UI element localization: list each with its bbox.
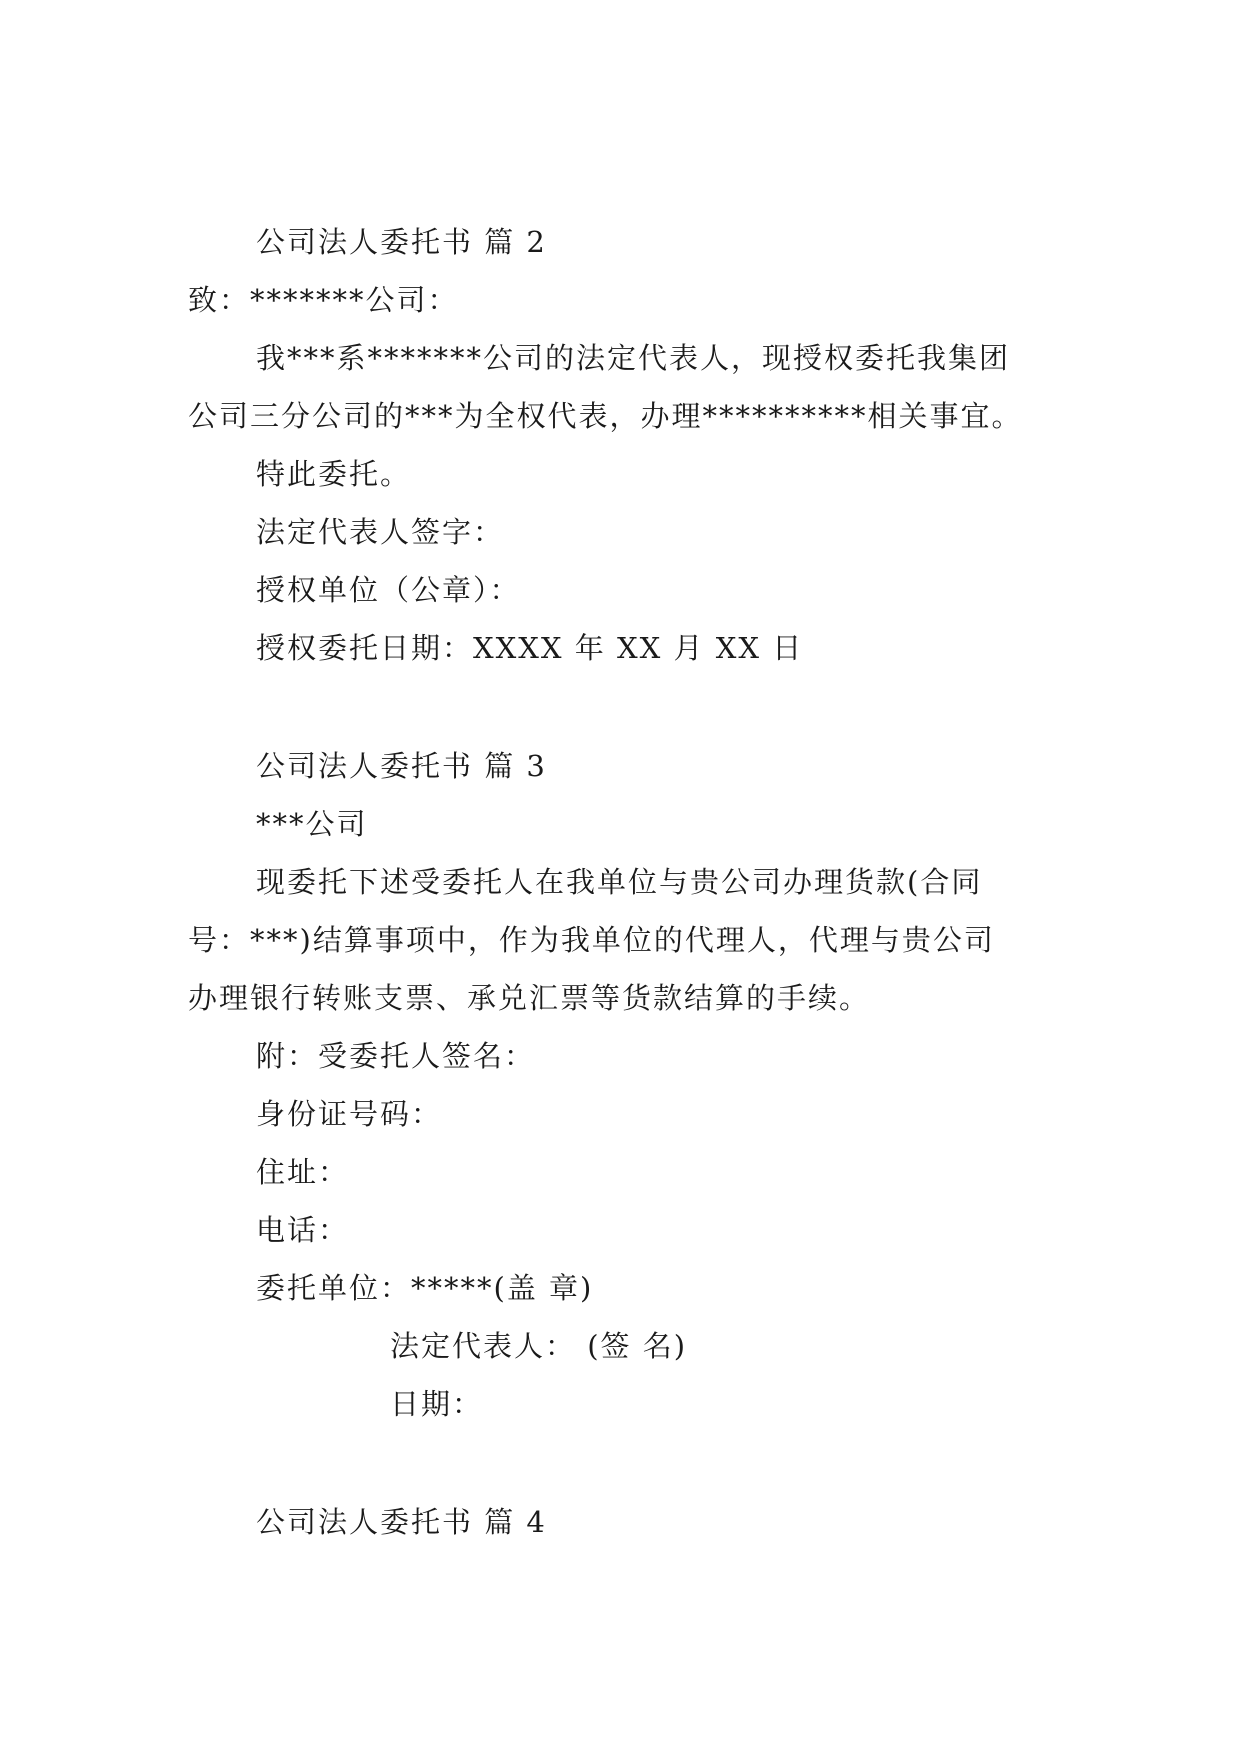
- section-3-date: 日期：: [390, 1387, 484, 1421]
- section-2-body-line-1: 我***系*******公司的法定代表人，现授权委托我集团: [256, 341, 1011, 375]
- section-2-signature-representative: 法定代表人签字：: [256, 515, 505, 549]
- section-2-signature-unit: 授权单位（公章）：: [256, 573, 521, 607]
- section-2-heading: 公司法人委托书 篇 2: [256, 225, 547, 259]
- section-2-body-line-2: 公司三分公司的***为全权代表，办理**********相关事宜。: [188, 399, 1023, 433]
- section-3-address: 住址：: [256, 1155, 350, 1189]
- section-3-id-number: 身份证号码：: [256, 1097, 443, 1131]
- section-3-attachment-signature: 附：受委托人签名：: [256, 1039, 536, 1073]
- section-3-heading: 公司法人委托书 篇 3: [256, 749, 547, 783]
- section-3-addressee: ***公司: [256, 807, 368, 841]
- section-3-body-line-2: 号：***)结算事项中，作为我单位的代理人，代理与贵公司: [188, 923, 995, 957]
- section-3-entrusting-unit: 委托单位：*****(盖 章): [256, 1271, 594, 1305]
- section-3-legal-representative: 法定代表人： (签 名): [390, 1329, 688, 1363]
- section-3-phone: 电话：: [256, 1213, 350, 1247]
- section-3-body-line-1: 现委托下述受委托人在我单位与贵公司办理货款(合同: [256, 865, 983, 899]
- section-2-closing: 特此委托。: [256, 457, 412, 491]
- section-2-signature-date: 授权委托日期：XXXX 年 XX 月 XX 日: [256, 631, 804, 665]
- section-3-body-line-3: 办理银行转账支票、承兑汇票等货款结算的手续。: [188, 981, 871, 1015]
- section-2-salutation: 致：*******公司：: [188, 283, 459, 317]
- section-4-heading: 公司法人委托书 篇 4: [256, 1505, 547, 1539]
